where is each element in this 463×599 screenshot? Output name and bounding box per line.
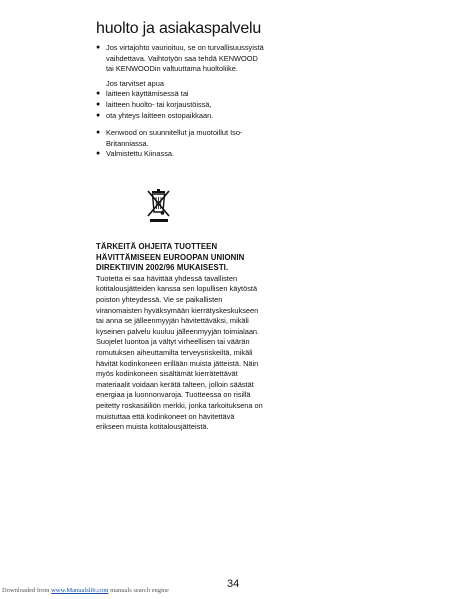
help-intro: Jos tarvitset apua: [106, 78, 164, 88]
directive-body: Tuotetta ei saa hävittää yhdessä tavallisten kotitalousjätteiden kanssa sen lopullisen käytöstä poiston yhteydessä. Vie se paikallisten viranomaisten hyväksymään kierrätyskeskukseen tai anna se jälleenmyyjän hävitettäväksi, mikäli kyseinen palvelu kuuluu jälleenmyyjän toimialaan. Suojelet luontoa ja vältyt virheellisen tai väärän romutuksen aiheuttamilta terveysriskeiltä, mikäli hävität kodinkoneen erillään muista jätteistä. Näin myös kodinkoneen sisältämät kierrätettävät materiaalit voidaan kerätä talteen, jolloin säästät energiaa ja luonnonvaroja. Tuotteessa on risillä peitetty roskasäiliön merkki, jonka tarkoituksena on muistuttaa että kodinkoneet on hävitettävä erikseen muista kotitalousjätteistä.: [96, 273, 263, 432]
list-item: [96, 128, 266, 149]
section-title: huolto ja asiakaspalvelu: [96, 20, 262, 37]
cord-warning-list: [96, 43, 266, 75]
download-footer: [2, 587, 169, 594]
bullet-icon: ●: [96, 44, 101, 51]
list-item: [96, 111, 266, 122]
service-section: [96, 43, 266, 160]
bullet-icon: ●: [96, 150, 101, 158]
bullet-icon: ●: [96, 111, 101, 119]
disposal-section: [96, 242, 264, 433]
bullet-icon: ●: [96, 129, 101, 137]
footer-suffix: manuals search engine: [108, 587, 169, 594]
list-item-text: laitteen huolto- tai korjaustöissä,: [106, 99, 212, 109]
page-number: 34: [227, 578, 240, 590]
manualslib-link[interactable]: www.Manualslib.com: [51, 587, 109, 594]
footer-prefix: Downloaded from: [2, 587, 52, 594]
list-item: [96, 149, 266, 160]
list-item-text: Kenwood on suunnitellut ja muotoillut Iso-Britanniassa.: [106, 128, 243, 148]
bullet-icon: ●: [96, 100, 101, 108]
list-item: [96, 43, 266, 75]
list-item-text: laitteen käyttämisessä tai: [106, 89, 189, 99]
list-item: [96, 89, 266, 100]
list-item: [96, 100, 266, 111]
help-list: [96, 89, 266, 121]
list-item-text: Valmistettu Kiinassa.: [106, 149, 175, 159]
bullet-icon: ●: [96, 90, 101, 98]
directive-heading: TÄRKEITÄ OHJEITA TUOTTEEN HÄVITTÄMISEEN EUROOPAN UNIONIN DIREKTIIVIN 2002/96 MUKAISESTI.: [96, 242, 245, 273]
origin-list: [96, 128, 266, 160]
list-item-text: Jos virtajohto vaurioituu, se on turvallisuussyistä vaihdettava. Vaihtotyön saa tehdä KENWOOD tai KENWOODin valtuuttama huoltoliike.: [106, 43, 264, 74]
crossed-out-wheelie-bin-icon: [146, 187, 172, 223]
list-item-text: ota yhteys laitteen ostopaikkaan.: [106, 110, 214, 120]
